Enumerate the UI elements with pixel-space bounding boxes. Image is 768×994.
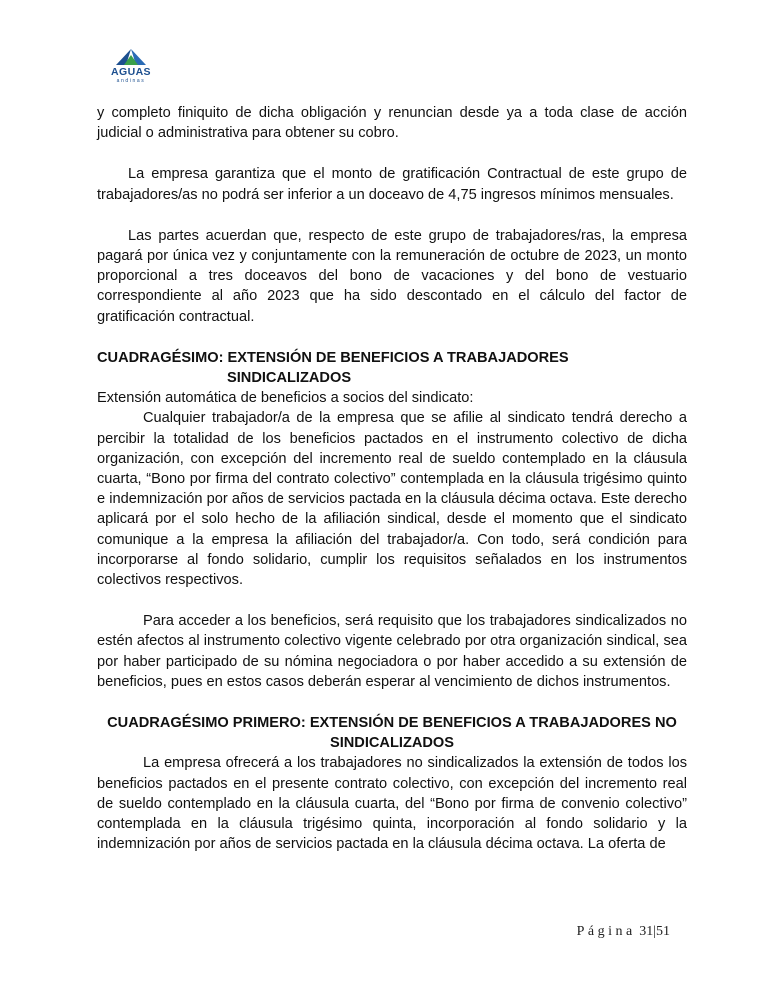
document-body [97,103,687,855]
mountain-logo-icon [113,48,149,66]
paragraph: Cualquier trabajador/a de la empresa que se afilie al sindicato tendrá derecho a percibir la totalidad de los beneficios pactados en el instrumento colectivo de dicha organización, con excepción del incremento real de sueldo contemplado en la cláusula cuarta, “Bono por firma del contrato colectivo” contemplada en la cláusula trigésimo quinto e indemnización por años de servicios pactada en la cláusula décima octava. Este derecho aplicará por el solo hecho de la afiliación sindical, desde el momento que el sindicato comunique a la empresa la afiliación del trabajador/a. Con todo, será condición para incorporarse al fondo solidario, cumplir los requisitos señalados en los instrumentos colectivos respectivos. [97,410,687,589]
heading-line: CUADRAGÉSIMO: EXTENSIÓN DE BENEFICIOS A TRABAJADORES [97,349,569,366]
section-heading-cuadragesimo-primero [97,713,687,753]
paragraph: La empresa garantiza que el monto de gratificación Contractual de este grupo de trabajadores/as no podrá ser inferior a un doceavo de 4,75 ingresos mínimos mensuales. [97,166,687,203]
logo-subtitle: andinas [116,78,146,84]
paragraph: y completo finiquito de dicha obligación y renuncian desde ya a toda clase de acción judicial o administrativa para obtener su cobro. [97,105,687,142]
paragraph: La empresa ofrecerá a los trabajadores no sindicalizados la extensión de todos los beneficios pactados en el presente contrato colectivo, con excepción del incremento real de sueldo contemplado en la cláusula cuarta, del “Bono por firma de convenio colectivo” contemplada en la cláusula trigésimo quinta, incorporación al fondo solidario y la indemnización por años de servicios pactada en la cláusula décima octava. La oferta de [97,755,687,853]
paragraph: Para acceder a los beneficios, será requisito que los trabajadores sindicalizados no estén afectos al instrumento colectivo vigente celebrado por otra organización sindical, sea por haber participado de su nómina negociadora o por haber accedido a su extensión de beneficios, pues en estos casos deberán esperar al vencimiento de dichos instrumentos. [97,613,687,690]
page-number [577,924,670,940]
subheading: Extensión automática de beneficios a socios del sindicato: [97,390,474,407]
page-word: Página [576,924,636,939]
logo-name: AGUAS [111,66,151,78]
section-heading-cuadragesimo [97,348,687,388]
heading-line: SINDICALIZADOS [329,735,455,752]
page-total: 51 [656,924,670,939]
page-separator: | [653,924,656,939]
heading-line: CUADRAGÉSIMO PRIMERO: EXTENSIÓN DE BENEFICIOS A TRABAJADORES NO [107,715,677,732]
paragraph: Las partes acuerdan que, respecto de este grupo de trabajadores/ras, la empresa pagará por única vez y conjuntamente con la remuneración de octubre de 2023, un monto proporcional a tres doceavos del bono de vacaciones y del bono de vestuario correspondiente al año 2023 que ha sido descontado en el cálculo del factor de gratificación contractual. [97,227,687,325]
page-current: 31 [639,924,654,939]
company-logo [101,48,161,88]
heading-line: SINDICALIZADOS [227,370,352,387]
